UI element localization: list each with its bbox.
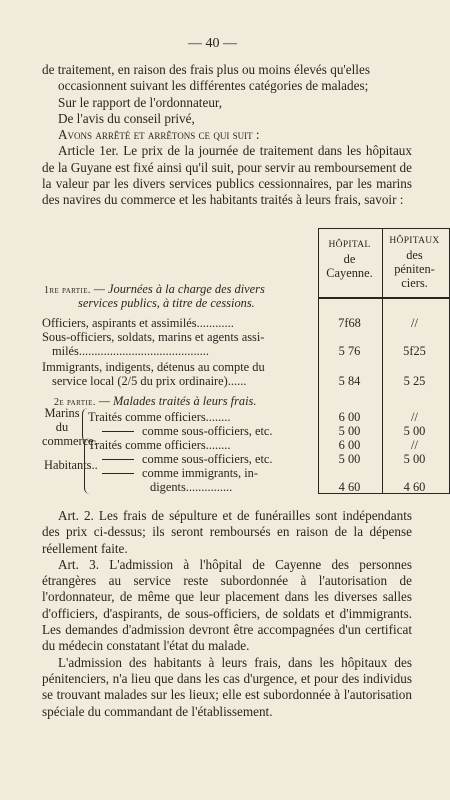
header-rule	[319, 297, 449, 299]
article-3: Art. 3. L'admission à l'hôpital de Cayenne des personnes étrangères au service reste subordonnée à l'autorisation de l'ordonnateur, de même que leur placement dans les diverses salles d'officiers, d'aspirants, de sous-officiers, de soldats et d'immigrants. Les demandes d'admission devront être accompagnées d'un certificat du médecin constatant l'état du malade.	[42, 556, 412, 654]
ditto-dash	[102, 459, 134, 460]
partie-1-heading: 1re partie. — Journées à la charge des divers	[44, 282, 265, 296]
row-habitants-immigrants-2: digents...............	[150, 480, 233, 494]
row-immigrants-1: Immigrants, indigents, détenus au compte du	[42, 360, 265, 374]
partie-2-heading: 2e partie. — Malades traités à leurs frais.	[54, 394, 257, 408]
value-cayenne-marins-sous-officiers: 5 00	[338, 424, 361, 438]
article-2: Art. 2. Les frais de sépulture et de funérailles sont indépendants des prix ci-dessus; ils seront remboursés en raison de la dépense réellement faite.	[42, 508, 412, 556]
closing-block	[42, 508, 412, 720]
row-marins-officiers: Traités comme officiers........	[88, 410, 231, 424]
value-penit-sous-officiers: 5f25	[403, 344, 426, 358]
value-penit-officiers: //	[411, 316, 418, 330]
row-habitants-immigrants-1: comme immigrants, in-	[142, 466, 258, 480]
tariff-table	[42, 228, 440, 496]
row-habitants-officiers: Traités comme officiers........	[88, 438, 231, 452]
row-sous-officiers-2: milés..........................................	[52, 344, 209, 358]
value-penit-habitants-immigrants: 4 60	[403, 480, 426, 494]
intro-line-3: Sur le rapport de l'ordonnateur,	[58, 94, 223, 110]
value-cayenne-habitants-immigrants: 4 60	[338, 480, 361, 494]
header-hopitaux-penitenciers: HÔPITAUX des péniten- ciers.	[389, 236, 440, 290]
row-marins-sous-officiers: comme sous-officiers, etc.	[142, 424, 273, 438]
value-penit-habitants-sous-officiers: 5 00	[403, 452, 426, 466]
admission-paragraph: L'admission des habitants à leurs frais, dans les hôpitaux des pénitenciers, n'a lieu que dans les cas d'urgence, et pour des individus se trouvant malades sur les lieux; elle est subordonnée à l'autorisation spéciale du commandant de l'établissement.	[42, 654, 412, 719]
value-cayenne-immigrants: 5 84	[338, 374, 361, 388]
intro-block	[42, 62, 412, 209]
value-cayenne-sous-officiers: 5 76	[338, 344, 361, 358]
row-officiers: Officiers, aspirants et assimilés............	[42, 316, 234, 330]
partie-1-subheading: services publics, à titre de cessions.	[78, 296, 255, 310]
ditto-dash	[102, 473, 134, 474]
value-cayenne-habitants-officiers: 6 00	[338, 438, 361, 452]
intro-line-1: de traitement, en raison des frais plus ou moins élevés qu'elles	[42, 62, 370, 77]
value-penit-immigrants: 5 25	[403, 374, 426, 388]
intro-line-2: occasionnent suivant les différentes catégories de malades;	[58, 78, 369, 94]
intro-line-4: De l'avis du conseil privé,	[58, 110, 195, 126]
group-habitants: Habitants..	[44, 458, 98, 472]
row-immigrants-2: service local (2/5 du prix ordinaire)......	[52, 374, 247, 388]
article-1: Article 1er. Le prix de la journée de traitement dans les hôpitaux de la Guyane est fixé ainsi qu'il suit, pour servir au remboursement de la valeur par les divers services publics cessionnaires, par les marins des navires du commerce et les habitants traités à leurs frais, savoir :	[42, 143, 412, 208]
value-cayenne-marins-officiers: 6 00	[338, 410, 361, 424]
group-marins-commerce: Marins du commerce.	[42, 406, 97, 448]
row-sous-officiers-1: Sous-officiers, soldats, marins et agents assi-	[42, 330, 265, 344]
ditto-dash	[102, 431, 134, 432]
value-penit-habitants-officiers: //	[411, 438, 418, 452]
value-cayenne-officiers: 7f68	[338, 316, 361, 330]
value-cayenne-habitants-sous-officiers: 5 00	[338, 452, 361, 466]
row-habitants-sous-officiers: comme sous-officiers, etc.	[142, 452, 273, 466]
intro-line-5: Avons arrêté et arrêtons ce qui suit :	[58, 127, 260, 143]
header-hopital-cayenne: HÔPITAL de Cayenne.	[326, 240, 373, 280]
value-penit-marins-officiers: //	[411, 410, 418, 424]
page-number: — 40 —	[188, 36, 237, 51]
value-penit-marins-sous-officiers: 5 00	[403, 424, 426, 438]
